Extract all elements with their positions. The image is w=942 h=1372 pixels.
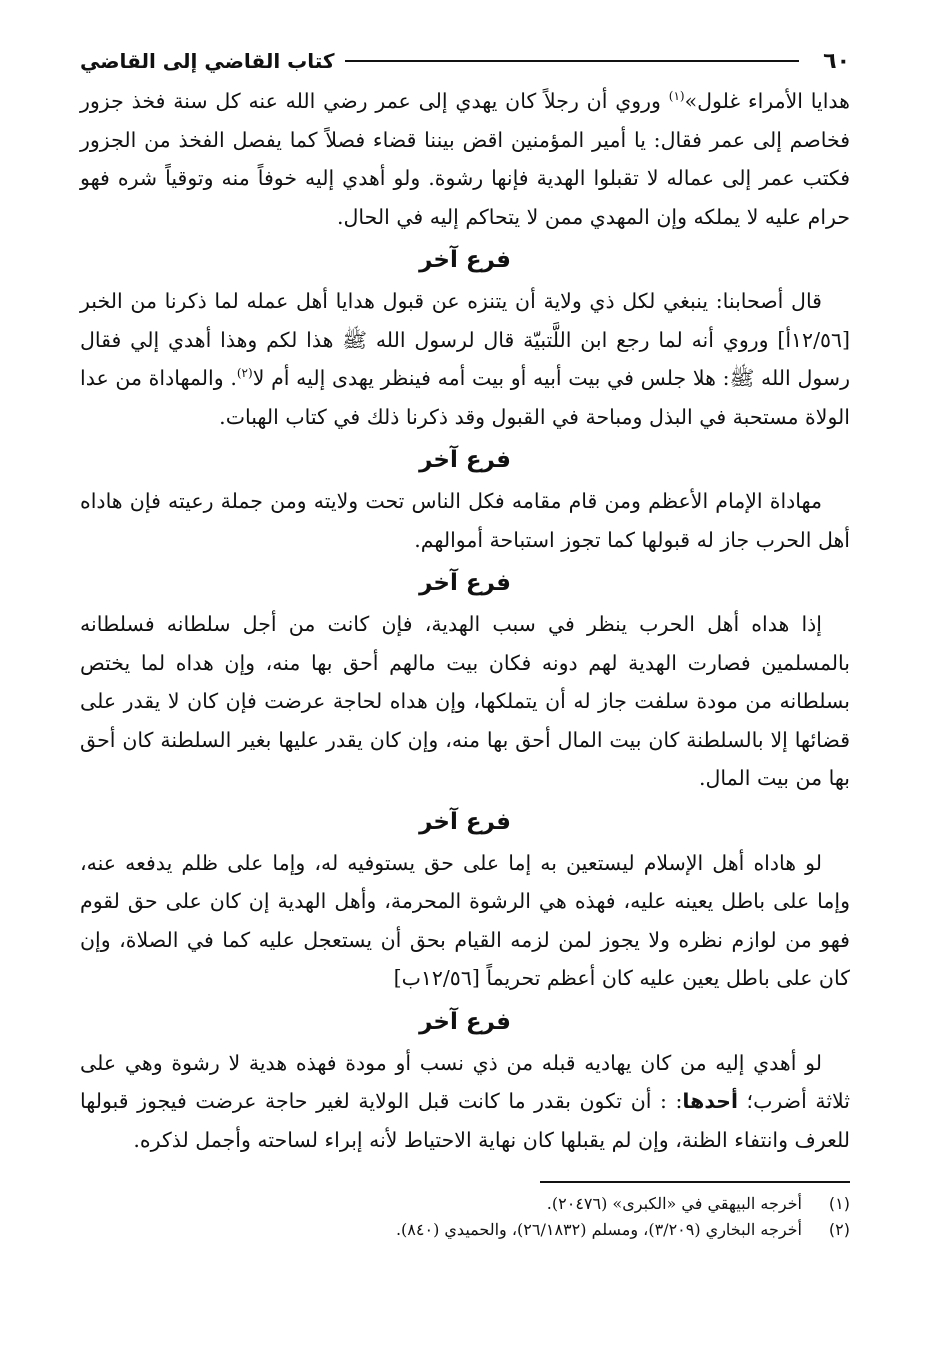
footnote-1-number: (١) [828, 1194, 850, 1213]
footnote-2 [80, 1217, 850, 1243]
section-5-bold-term: أحدها [682, 1089, 738, 1113]
section-heading-5: فرع آخر [419, 1008, 511, 1035]
footnote-ref-1: (١) [668, 89, 685, 104]
section-paragraph-2: مهاداة الإمام الأعظم ومن قام مقامه فكل الناس تحت ولايته ومن جملة رعيته فإن هاداه أهل الحرب جاز له قبولها كما تجوز استباحة أموالهم. [80, 489, 850, 552]
footnote-ref-2: (٢) [236, 366, 253, 381]
page-number: ٦٠ [823, 48, 850, 74]
footnote-1 [80, 1191, 850, 1217]
header-rule [345, 60, 800, 62]
section-paragraph-3: إذا هداه أهل الحرب ينظر في سبب الهدية، فإن كانت من أجل سلطانه فسلطانه بالمسلمين فصارت الهدية لهم دونه فكان بيت مالهم أحق بها منه، وإن هداه لما يختص بسلطانه من مودة سلفت جاز له أن يتملكها، وإن هداه لحاجة عرضت فإن كان لا يقدر على قضائها إلا بالسلطنة كان بيت المال أحق بها منه، وإن كان يقدر عليها بغير السلطنة كان أحق بها من بيت المال. [80, 612, 850, 790]
running-header [80, 40, 850, 82]
intro-text-part1: هدايا الأمراء غلول» [684, 89, 850, 113]
section-heading-4: فرع آخر [419, 808, 511, 835]
footnote-2-text: أخرجه البخاري (٣/٢٠٩)، ومسلم (٢٦/١٨٣٢)، والحميدي (٨٤٠). [395, 1220, 802, 1239]
book-title: كتاب القاضي إلى القاضي [80, 49, 335, 73]
section-1-text-part1: قال أصحابنا: ينبغي لكل ذي ولاية أن يتنزه عن قبول هدايا أهل عمله لما ذكرنا من الخبر [١٢/٥٦أ] وروي أنه لما رجع ابن اللَّتبيّة قال لرسول الله ﷺ هذا لكم وهذا أهدي إلي فقال رسول الله ﷺ: هلا جلس في بيت أبيه أو بيت أمه فينظر يهدى إليه أم لا [80, 289, 851, 390]
section-heading-2: فرع آخر [419, 447, 511, 473]
section-paragraph-4: لو هاداه أهل الإسلام ليستعين به إما على حق يستوفيه له، وإما على ظلم يدفعه عنه، وإما على باطل يعينه عليه، فهذه هي الرشوة المحرمة، وأهل الهدية إن كان على حق لقوم فهو من لوازم نظره ولا يجوز لمن لزمه القيام بحق أن يستعجل عليه كما في الصلاة، وإن كان على باطل يعين عليه كان أعظم تحريماً [١٢/٥٦ب] [80, 850, 850, 990]
footnote-2-number: (٢) [828, 1220, 850, 1239]
footnote-separator [540, 1181, 850, 1183]
section-5-text-part1: لو أهدي إليه من كان يهاديه قبله من ذي نسب أو مودة فهذه هدية لا رشوة وهي على ثلاثة أضرب؛ [80, 1050, 850, 1113]
section-paragraph-1 [80, 282, 850, 436]
document-page [80, 40, 850, 1243]
footnote-1-text: أخرجه البيهقي في «الكبرى» (٢٠٤٧٦). [546, 1194, 802, 1213]
intro-text-part2: وروي أن رجلاً كان يهدي إلى عمر رضي الله عنه كل سنة فخذ جزور فخاصم إلى عمر فقال: يا أمير المؤمنين اقض بيننا قضاء فصلاً كما يفصل الفخذ من الجزور فكتب عمر إلى عماله لا تقبلوا الهدية فإنها رشوة. ولو أهدي إليه خوفاً منه وتوقياً شره فهو حرام عليه لا يملكه وإن المهدي ممن لا يتحاكم إليه في الحال. [80, 89, 850, 229]
section-5-text-part2: : : أن تكون بقدر ما كانت قبل الولاية لغير حاجة عرضت فيجوز قبولها للعرف وانتفاء الظنة، وإن لم يقبلها كان نهاية الاحتياط لأنه إبراء لساحته وأجمل لذكره. [80, 1089, 850, 1152]
section-heading-1: فرع آخر [419, 247, 511, 273]
intro-paragraph [80, 82, 850, 236]
section-heading-3: فرع آخر [419, 570, 511, 596]
section-paragraph-5 [80, 1044, 850, 1160]
section-1-text-part2: . والمهاداة من عدا الولاة مستحبة في البذل ومباحة في القبول وقد ذكرنا ذلك في كتاب الهبات. [80, 366, 850, 429]
